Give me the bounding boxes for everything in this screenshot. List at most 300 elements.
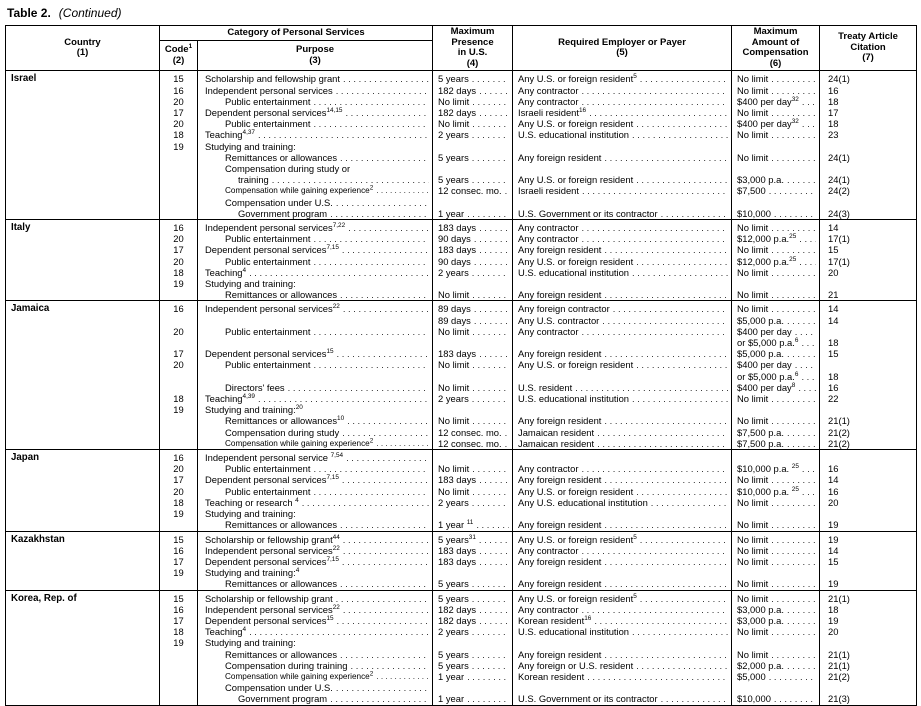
- purpose-text: Public entertainment: [225, 233, 311, 245]
- dot-leader: [285, 382, 429, 393]
- cell-purpose: [198, 371, 433, 382]
- cell-max-compensation: [732, 567, 820, 578]
- cell-max-presence: [433, 337, 513, 348]
- cell-treaty-citation: [820, 508, 917, 519]
- dot-leader: [469, 393, 509, 404]
- dot-leader: [784, 174, 816, 185]
- purpose-text: Teaching$^4$: [205, 266, 247, 278]
- cell-employer-payer-text: Any contractor: [518, 95, 579, 107]
- cell-max-compensation: [732, 163, 820, 174]
- cell-max-presence: [433, 220, 513, 234]
- cell-employer-payer: [513, 497, 732, 508]
- cell-max-presence-text: 183 days: [438, 348, 477, 360]
- cell-max-compensation-text: $10,000 p.a. $^{25}$: [737, 485, 799, 497]
- cell-max-presence-text: 1 year: [438, 207, 465, 219]
- dot-leader: [768, 545, 816, 556]
- header-category: Category of Personal Services: [160, 26, 433, 41]
- cell-max-compensation: [732, 107, 820, 118]
- cell-max-presence: [433, 71, 513, 85]
- dot-leader: [637, 534, 728, 545]
- purpose-text: Scholarship or fellowship grant$^{44}$: [205, 533, 340, 545]
- cell-employer-payer-text: Any U.S. or foreign resident: [518, 485, 634, 497]
- dot-leader: [373, 185, 429, 196]
- cell-code: [160, 174, 198, 185]
- cell-max-presence-text: 5 years$^{31}$: [438, 533, 476, 545]
- cell-max-compensation: [732, 152, 820, 163]
- purpose-text: Public entertainment: [225, 359, 311, 371]
- cell-code: [160, 671, 198, 682]
- dot-leader: [578, 222, 728, 233]
- dot-leader: [502, 438, 509, 449]
- cell-max-presence: [433, 118, 513, 129]
- cell-employer-payer: [513, 382, 732, 393]
- cell-treaty-citation: 21(1): [820, 590, 917, 604]
- dot-leader: [601, 348, 728, 359]
- cell-treaty-citation: 18: [820, 96, 917, 107]
- dot-leader: [476, 107, 509, 118]
- cell-max-compensation: [732, 371, 820, 382]
- cell-employer-payer-text: Any contractor: [518, 84, 579, 96]
- cell-employer-payer: [513, 415, 732, 426]
- cell-code: 19: [160, 141, 198, 152]
- purpose-text: Studying and training:: [205, 508, 296, 520]
- cell-max-compensation: [732, 450, 820, 464]
- cell-employer-payer-text: Any contractor: [518, 233, 579, 245]
- dot-leader: [633, 359, 728, 370]
- cell-max-presence: [433, 404, 513, 415]
- cell-max-compensation: [732, 486, 820, 497]
- cell-max-presence: [433, 671, 513, 682]
- cell-purpose: [198, 519, 433, 531]
- cell-max-presence: [433, 278, 513, 289]
- cell-max-compensation-text: No limit: [737, 496, 769, 508]
- cell-country: Kazakhstan: [6, 531, 160, 590]
- dot-leader: [471, 303, 509, 314]
- cell-max-compensation: [732, 315, 820, 326]
- cell-employer-payer-text: U.S. educational institution: [518, 266, 630, 278]
- table-continued-label: (Continued): [58, 6, 122, 20]
- cell-max-compensation-text: $7,500 p.a.: [737, 437, 784, 449]
- dot-leader: [768, 626, 816, 637]
- cell-max-compensation: [732, 682, 820, 693]
- cell-employer-payer-text: Any U.S. or foreign resident: [518, 174, 634, 186]
- cell-employer-payer-text: Any foreign resident: [518, 151, 602, 163]
- cell-max-presence: [433, 486, 513, 497]
- cell-country: Italy: [6, 220, 160, 301]
- dot-leader: [339, 474, 429, 485]
- cell-employer-payer-text: Any U.S. or foreign resident$^5$: [518, 533, 637, 545]
- cell-purpose: [198, 438, 433, 450]
- dot-leader: [469, 267, 509, 278]
- purpose-text: Independent personal services: [205, 84, 333, 96]
- dot-leader: [601, 152, 728, 163]
- cell-max-compensation-text: $400 per day: [737, 359, 792, 371]
- cell-code: 16: [160, 545, 198, 556]
- dot-leader: [799, 96, 816, 107]
- dot-leader: [795, 382, 816, 393]
- cell-purpose: [198, 382, 433, 393]
- cell-purpose: [198, 118, 433, 129]
- purpose-text: Dependent personal services$^{7,15}$: [205, 474, 339, 486]
- dot-leader: [310, 463, 429, 474]
- cell-employer-payer: [513, 118, 732, 129]
- cell-purpose: [198, 626, 433, 637]
- dot-leader: [473, 519, 509, 530]
- cell-treaty-citation: 24(1): [820, 71, 917, 85]
- cell-max-presence: [433, 301, 513, 315]
- cell-max-compensation-text: $7,500: [737, 185, 766, 197]
- cell-purpose: [198, 301, 433, 315]
- cell-employer-payer-text: U.S. Government or its contractor: [518, 693, 658, 705]
- cell-max-presence-text: 1 year: [438, 670, 465, 682]
- cell-max-compensation-text: $12,000 p.a.$^{25}$: [737, 233, 797, 245]
- cell-code: 20: [160, 359, 198, 370]
- purpose-text: Independent personal service $^{7,54}$: [205, 452, 344, 464]
- cell-max-compensation: [732, 244, 820, 255]
- cell-max-compensation: [732, 649, 820, 660]
- cell-max-presence: [433, 590, 513, 604]
- cell-treaty-citation: 19: [820, 578, 917, 590]
- cell-employer-payer: [513, 486, 732, 497]
- cell-code: [160, 682, 198, 693]
- dot-leader: [633, 118, 728, 129]
- purpose-text: Remittances or allowances$^{10}$: [225, 415, 345, 427]
- dot-leader: [469, 415, 509, 426]
- dot-leader: [784, 604, 816, 615]
- dot-leader: [469, 73, 509, 84]
- purpose-text: Remittances or allowances: [225, 648, 338, 660]
- cell-max-presence: [433, 233, 513, 244]
- cell-max-compensation-text: No limit: [737, 415, 769, 427]
- cell-purpose: [198, 85, 433, 96]
- cell-employer-payer-text: Any U.S. or foreign resident: [518, 359, 634, 371]
- header-max-presence: Maximum Presence in U.S. (4): [433, 26, 513, 71]
- cell-max-presence: [433, 315, 513, 326]
- dot-leader: [476, 85, 509, 96]
- dot-leader: [269, 174, 429, 185]
- dot-leader: [333, 197, 429, 208]
- cell-treaty-citation: 18: [820, 371, 917, 382]
- cell-max-presence: [433, 497, 513, 508]
- dot-leader: [784, 427, 816, 438]
- cell-employer-payer: [513, 545, 732, 556]
- purpose-text: Remittances or allowances: [225, 151, 338, 163]
- dot-leader: [768, 85, 816, 96]
- cell-employer-payer: [513, 71, 732, 85]
- cell-max-presence: [433, 174, 513, 185]
- cell-max-compensation: [732, 415, 820, 426]
- dot-leader: [633, 660, 728, 671]
- cell-max-compensation: [732, 233, 820, 244]
- cell-max-compensation: [732, 438, 820, 450]
- purpose-text: Public entertainment: [225, 325, 311, 337]
- country-section: [6, 590, 917, 705]
- cell-treaty-citation: 15: [820, 348, 917, 359]
- dot-leader: [347, 660, 429, 671]
- dot-leader: [768, 534, 816, 545]
- cell-purpose: [198, 163, 433, 174]
- table-row: [6, 71, 917, 85]
- purpose-text: Teaching or research $^4$: [205, 496, 299, 508]
- table-row: [6, 531, 917, 545]
- cell-code: 18: [160, 497, 198, 508]
- dot-leader: [629, 129, 728, 140]
- cell-code: 18: [160, 393, 198, 404]
- cell-max-presence: [433, 682, 513, 693]
- cell-max-presence-text: 183 days: [438, 544, 477, 556]
- dot-leader: [768, 649, 816, 660]
- header-employer-payer: Required Employer or Payer (5): [513, 26, 732, 71]
- cell-max-presence: [433, 393, 513, 404]
- cell-purpose: [198, 497, 433, 508]
- cell-purpose: [198, 660, 433, 671]
- dot-leader: [784, 660, 816, 671]
- cell-max-compensation-text: $12,000 p.a.$^{25}$: [737, 255, 797, 267]
- cell-max-compensation-text: No limit: [737, 303, 769, 315]
- cell-max-presence-text: 2 years: [438, 626, 469, 638]
- cell-employer-payer: [513, 693, 732, 705]
- cell-code: 17: [160, 556, 198, 567]
- cell-max-presence-text: 2 years: [438, 266, 469, 278]
- table-header: [6, 26, 917, 71]
- cell-employer-payer: [513, 208, 732, 220]
- cell-max-presence-text: 5 years: [438, 578, 469, 590]
- cell-employer-payer-text: Any foreign resident: [518, 289, 602, 301]
- cell-max-presence-text: 12 consec. mo.: [438, 426, 502, 438]
- cell-employer-payer: [513, 463, 732, 474]
- cell-max-presence: [433, 415, 513, 426]
- cell-max-compensation-text: $400 per day$^8$: [737, 381, 796, 393]
- cell-treaty-citation: 14: [820, 545, 917, 556]
- dot-leader: [633, 174, 728, 185]
- cell-employer-payer-text: Any foreign resident: [518, 474, 602, 486]
- dot-leader: [469, 486, 509, 497]
- purpose-text: Studying and training:: [205, 637, 296, 649]
- cell-treaty-citation: 14: [820, 474, 917, 485]
- dot-leader: [578, 96, 728, 107]
- cell-purpose: [198, 220, 433, 234]
- dot-leader: [310, 118, 429, 129]
- cell-employer-payer-text: U.S. resident: [518, 381, 573, 393]
- purpose-text: Remittances or allowances: [225, 519, 338, 531]
- cell-max-compensation-text: $3,000 p.a.: [737, 174, 784, 186]
- dot-leader: [469, 578, 509, 589]
- cell-purpose: [198, 450, 433, 464]
- cell-code: 20: [160, 463, 198, 474]
- cell-treaty-citation: 15: [820, 556, 917, 567]
- cell-max-compensation: [732, 96, 820, 107]
- cell-treaty-citation: 21(1): [820, 649, 917, 660]
- dot-leader: [469, 660, 509, 671]
- cell-treaty-citation: 14: [820, 315, 917, 326]
- cell-purpose: [198, 315, 433, 326]
- cell-purpose: [198, 244, 433, 255]
- cell-max-compensation: [732, 382, 820, 393]
- cell-max-presence-text: 182 days: [438, 614, 477, 626]
- cell-max-presence: [433, 556, 513, 567]
- dot-leader: [629, 393, 728, 404]
- dot-leader: [310, 96, 429, 107]
- cell-code: [160, 415, 198, 426]
- cell-purpose: [198, 174, 433, 185]
- cell-employer-payer-text: Korean resident$^{16}$: [518, 614, 592, 626]
- cell-employer-payer-text: Any contractor: [518, 325, 579, 337]
- cell-code: [160, 382, 198, 393]
- cell-employer-payer-text: Any foreign resident: [518, 519, 602, 531]
- dot-leader: [799, 463, 816, 474]
- purpose-text: Dependent personal services$^{7,15}$: [205, 244, 339, 256]
- cell-max-presence: [433, 85, 513, 96]
- dot-leader: [768, 107, 816, 118]
- cell-treaty-citation: 16: [820, 382, 917, 393]
- cell-max-presence-text: 183 days: [438, 222, 477, 234]
- cell-employer-payer: [513, 519, 732, 531]
- cell-treaty-citation: 21(3): [820, 693, 917, 705]
- country-section: [6, 220, 917, 301]
- cell-code: 20: [160, 233, 198, 244]
- dot-leader: [792, 326, 816, 337]
- purpose-text: Studying and training:: [205, 140, 296, 152]
- cell-max-compensation-text: No limit: [737, 266, 769, 278]
- cell-max-presence-text: 2 years: [438, 496, 469, 508]
- dot-leader: [784, 438, 816, 449]
- cell-max-compensation: [732, 129, 820, 140]
- cell-max-compensation-text: No limit: [737, 129, 769, 141]
- dot-leader: [464, 671, 509, 682]
- cell-employer-payer: [513, 404, 732, 415]
- dot-leader: [768, 129, 816, 140]
- dot-leader: [601, 649, 728, 660]
- header-treaty-citation: Treaty Article Citation (7): [820, 26, 917, 71]
- cell-max-compensation-text: $10,000: [737, 693, 771, 705]
- cell-max-presence-text: No limit: [438, 118, 470, 130]
- dot-leader: [373, 438, 429, 449]
- cell-max-compensation: [732, 359, 820, 370]
- cell-max-compensation: [732, 208, 820, 220]
- cell-code: 20: [160, 118, 198, 129]
- dot-leader: [469, 96, 509, 107]
- cell-treaty-citation: 24(1): [820, 152, 917, 163]
- cell-max-compensation: [732, 519, 820, 531]
- cell-max-compensation: [732, 578, 820, 590]
- cell-max-compensation: [732, 393, 820, 404]
- dot-leader: [469, 463, 509, 474]
- dot-leader: [310, 233, 429, 244]
- cell-max-compensation: [732, 326, 820, 337]
- cell-max-presence-text: 183 days: [438, 474, 477, 486]
- cell-max-compensation-text: $400 per day$^{32}$: [737, 118, 799, 130]
- cell-max-presence: [433, 508, 513, 519]
- cell-purpose: [198, 637, 433, 648]
- dot-leader: [579, 185, 728, 196]
- cell-code: 18: [160, 626, 198, 637]
- cell-max-compensation-text: No limit: [737, 626, 769, 638]
- purpose-text: Compensation under U.S.: [225, 682, 333, 694]
- cell-max-compensation: [732, 141, 820, 152]
- cell-max-compensation-text: $7,500 p.a.: [737, 426, 784, 438]
- dot-leader: [771, 208, 816, 219]
- dot-leader: [768, 152, 816, 163]
- cell-employer-payer-text: Any foreign or U.S. resident: [518, 659, 634, 671]
- dot-leader: [469, 382, 509, 393]
- cell-code: 19: [160, 567, 198, 578]
- dot-leader: [799, 118, 816, 129]
- cell-max-presence-text: 182 days: [438, 84, 477, 96]
- cell-max-presence-text: 1 year: [438, 693, 465, 705]
- cell-max-presence: [433, 326, 513, 337]
- purpose-text: Compensation during study or: [225, 163, 351, 174]
- cell-treaty-citation: 14: [820, 301, 917, 315]
- cell-purpose: [198, 96, 433, 107]
- cell-code: [160, 315, 198, 326]
- dot-leader: [601, 519, 728, 530]
- cell-employer-payer: [513, 174, 732, 185]
- cell-max-presence: [433, 348, 513, 359]
- dot-leader: [633, 256, 728, 267]
- purpose-text: Studying and training:$^4$: [205, 567, 300, 579]
- table-row: [6, 301, 917, 315]
- cell-purpose: [198, 348, 433, 359]
- cell-max-compensation: [732, 474, 820, 485]
- dot-leader: [768, 73, 816, 84]
- cell-max-presence: [433, 637, 513, 648]
- cell-max-presence: [433, 649, 513, 660]
- dot-leader: [572, 382, 728, 393]
- cell-max-compensation-text: No limit: [737, 533, 769, 545]
- cell-treaty-citation: [820, 567, 917, 578]
- dot-leader: [594, 427, 728, 438]
- dot-leader: [246, 626, 429, 637]
- cell-treaty-citation: 21(2): [820, 438, 917, 450]
- cell-code: [160, 185, 198, 196]
- dot-leader: [476, 534, 509, 545]
- dot-leader: [648, 497, 728, 508]
- dot-leader: [629, 626, 728, 637]
- cell-purpose: [198, 615, 433, 626]
- cell-max-compensation: [732, 197, 820, 208]
- cell-max-compensation: [732, 118, 820, 129]
- cell-max-compensation-text: No limit: [737, 544, 769, 556]
- cell-employer-payer: [513, 637, 732, 648]
- cell-max-presence-text: 5 years: [438, 174, 469, 186]
- dot-leader: [339, 244, 429, 255]
- dot-leader: [584, 671, 728, 682]
- cell-employer-payer: [513, 129, 732, 140]
- dot-leader: [339, 556, 429, 567]
- country-section: [6, 450, 917, 531]
- purpose-text: Government program: [238, 207, 328, 219]
- cell-max-presence: [433, 578, 513, 590]
- cell-code: 20: [160, 256, 198, 267]
- cell-employer-payer-text: Israeli resident: [518, 185, 579, 197]
- dot-leader: [476, 556, 509, 567]
- cell-max-compensation: [732, 590, 820, 604]
- dot-leader: [469, 649, 509, 660]
- cell-max-compensation-text: No limit: [737, 222, 769, 234]
- cell-code: 16: [160, 85, 198, 96]
- cell-max-compensation-text: No limit: [737, 578, 769, 590]
- dot-leader: [792, 359, 816, 370]
- cell-max-compensation: [732, 174, 820, 185]
- cell-purpose: [198, 289, 433, 301]
- cell-max-compensation: [732, 185, 820, 196]
- cell-max-presence-text: 5 years: [438, 648, 469, 660]
- dot-leader: [469, 174, 509, 185]
- cell-employer-payer: [513, 508, 732, 519]
- cell-treaty-citation: 21(2): [820, 427, 917, 438]
- purpose-text: Compensation while gaining experience$^2$: [225, 670, 374, 681]
- dot-leader: [340, 73, 429, 84]
